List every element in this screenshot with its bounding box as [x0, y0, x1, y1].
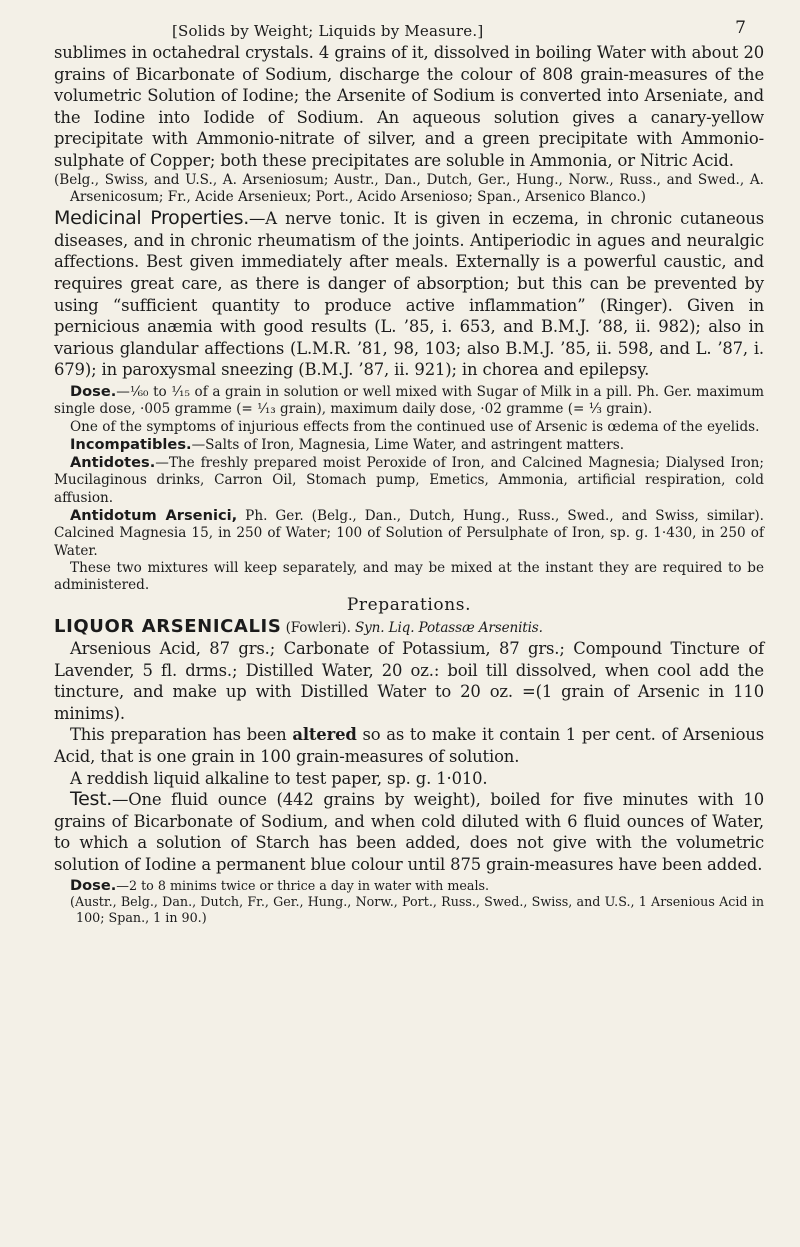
symptoms-paragraph: One of the symptoms of injurious effects from the continued use of Arsenic is œdema of the eyelids.: [70, 418, 760, 435]
mixtures-paragraph: These two mixtures will keep separately, and may be mixed at the instant they are required to be administered.: [54, 559, 764, 594]
dose-text: —¹⁄₆₀ to ¹⁄₁₅ of a grain in solution or well mixed with Sugar of Milk in a pill. Ph. Ger. maximum single dose, ·005 gramme (= ¹⁄₁₃ grain), maximum daily dose, ·02 gramme (= ⅓ grain).: [54, 383, 764, 418]
incompatibles-paragraph: [54, 436, 764, 454]
antidotum-label: Antidotum Arsenici,: [70, 506, 238, 524]
test-text: —One fluid ounce (442 grains by weight), boiled for five minutes with 10 grains of Bicarbonate of Sodium, and when cold diluted with 6 fluid ounces of Water, to which a solution of Starch has been added, does not give with the volumetric solution of Iodine a permanent blue colour until 875 grain-measures have been added.: [54, 790, 764, 874]
medicinal-properties: [54, 208, 764, 381]
incompatibles-text: —Salts of Iron, Magnesia, Lime Water, and astringent matters.: [191, 436, 625, 453]
altered-paragraph: [54, 724, 764, 767]
antidotes-text: —The freshly prepared moist Peroxide of Iron, and Calcined Magnesia; Dialysed Iron; Mucilaginous drinks, Carron Oil, Stomach pump, Emetics, Ammonia, artificial respiration, cold affusion.: [54, 455, 764, 506]
page-number: 7: [735, 18, 746, 38]
antidotum-text: Ph. Ger. (Belg., Dan., Dutch, Hung., Russ., Swed., and Swiss, similar). Calcined Magnesia 15, in 250 of Water; 100 of Solution of Persulphate of Iron, sp. g. 1·430, in 250 of Water.: [54, 507, 764, 559]
dose-paragraph: [54, 383, 764, 419]
altered-after: so as to make it contain 1 per cent. of Arsenious Acid, that is one grain in 100 grain-measures of solution.: [54, 725, 764, 767]
liquor-author: (Fowleri).: [281, 620, 355, 637]
dose2-label: Dose.: [70, 876, 117, 894]
running-head: [Solids by Weight; Liquids by Measure.]: [172, 22, 484, 40]
countries-paragraph: (Austr., Belg., Dan., Dutch, Fr., Ger., Hung., Norw., Port., Russ., Swed., Swiss, and U.S., 1 Arsenious Acid in 100; Span., 1 in 90.): [70, 893, 764, 925]
paragraph-arsenite-test: sublimes in octahedral crystals. 4 grains of it, dissolved in boiling Water with about 20 grains of Bicarbonate of Sodium, discharge the colour of 808 grain-measures of the volumetric Solution of Iodine; the Arsenite of Sodium is converted into Arseniate, and the Iodine into Iodide of Sodium. An aqueous solution gives a canary-yellow precipitate with Ammonio-nitrate of silver, and a green precipitate with Ammonio-sulphate of Copper; both these precipitates are soluble in Ammonia, or Nitric Acid.: [54, 43, 764, 170]
test-label: Test.: [70, 788, 112, 811]
antidotum-paragraph: [54, 507, 764, 560]
antidotes-paragraph: [54, 454, 764, 507]
formula-paragraph: Arsenious Acid, 87 grs.; Carbonate of Potassium, 87 grs.; Compound Tincture of Lavender, 5 fl. drms.; Distilled Water, 20 oz.: boil till dissolved, when cool add the tincture, and make up with Distilled Water to 20 oz. =(1 grain of Arsenic in 110 minims).: [54, 639, 764, 723]
test-paragraph: [54, 789, 764, 875]
reddish-paragraph: A reddish liquid alkaline to test paper, sp. g. 1·010.: [70, 768, 488, 788]
dose2-paragraph: [54, 878, 764, 894]
incompatibles-label: Incompatibles.: [70, 435, 192, 453]
page-header: [54, 12, 764, 42]
altered-before: This preparation has been: [70, 725, 293, 745]
antidotes-label: Antidotes.: [70, 454, 156, 472]
medicinal-heading: Medicinal Properties.: [54, 207, 250, 230]
liquor-heading: [54, 616, 764, 638]
preparations-heading: Preparations.: [346, 595, 472, 616]
altered-bold: altered: [292, 725, 357, 745]
liquor-synonym: Syn. Liq. Potassæ Arsenitis.: [354, 620, 543, 637]
medicinal-text: —A nerve tonic. It is given in eczema, in chronic cutaneous diseases, and in chronic rheumatism of the joints. Antiperiodic in agues and neuralgic affections. Best given immediately after meals. Externally is a powerful caustic, and requires great care, as there is danger of absorption; but this can be prevented by using “sufficient quantity to produce active inflammation” (Ringer). Given in pernicious anæmia with good results (L. ’85, i. 653, and B.M.J. ’88, ii. 982); also in various glandular affections (L.M.R. ’81, 98, 103; also B.M.J. ’85, ii. 598, and L. ’87, i. 679); in paroxysmal sneezing (B.M.J. ’87, ii. 921); in chorea and epilepsy.: [54, 209, 765, 380]
dose2-text: —2 to 8 minims twice or thrice a day in water with meals.: [116, 877, 490, 893]
dose-label: Dose.: [70, 382, 117, 400]
synonyms: (Belg., Swiss, and U.S., A. Arseniosum; Austr., Dan., Dutch, Ger., Hung., Norw., Russ., and Swed., A. Arsenicosum; Fr., Acide Arsenieux; Port., Acido Arsenioso; Span., Arsenico Blanco.): [54, 171, 764, 205]
liquor-title: LIQUOR ARSENICALIS: [54, 616, 282, 638]
